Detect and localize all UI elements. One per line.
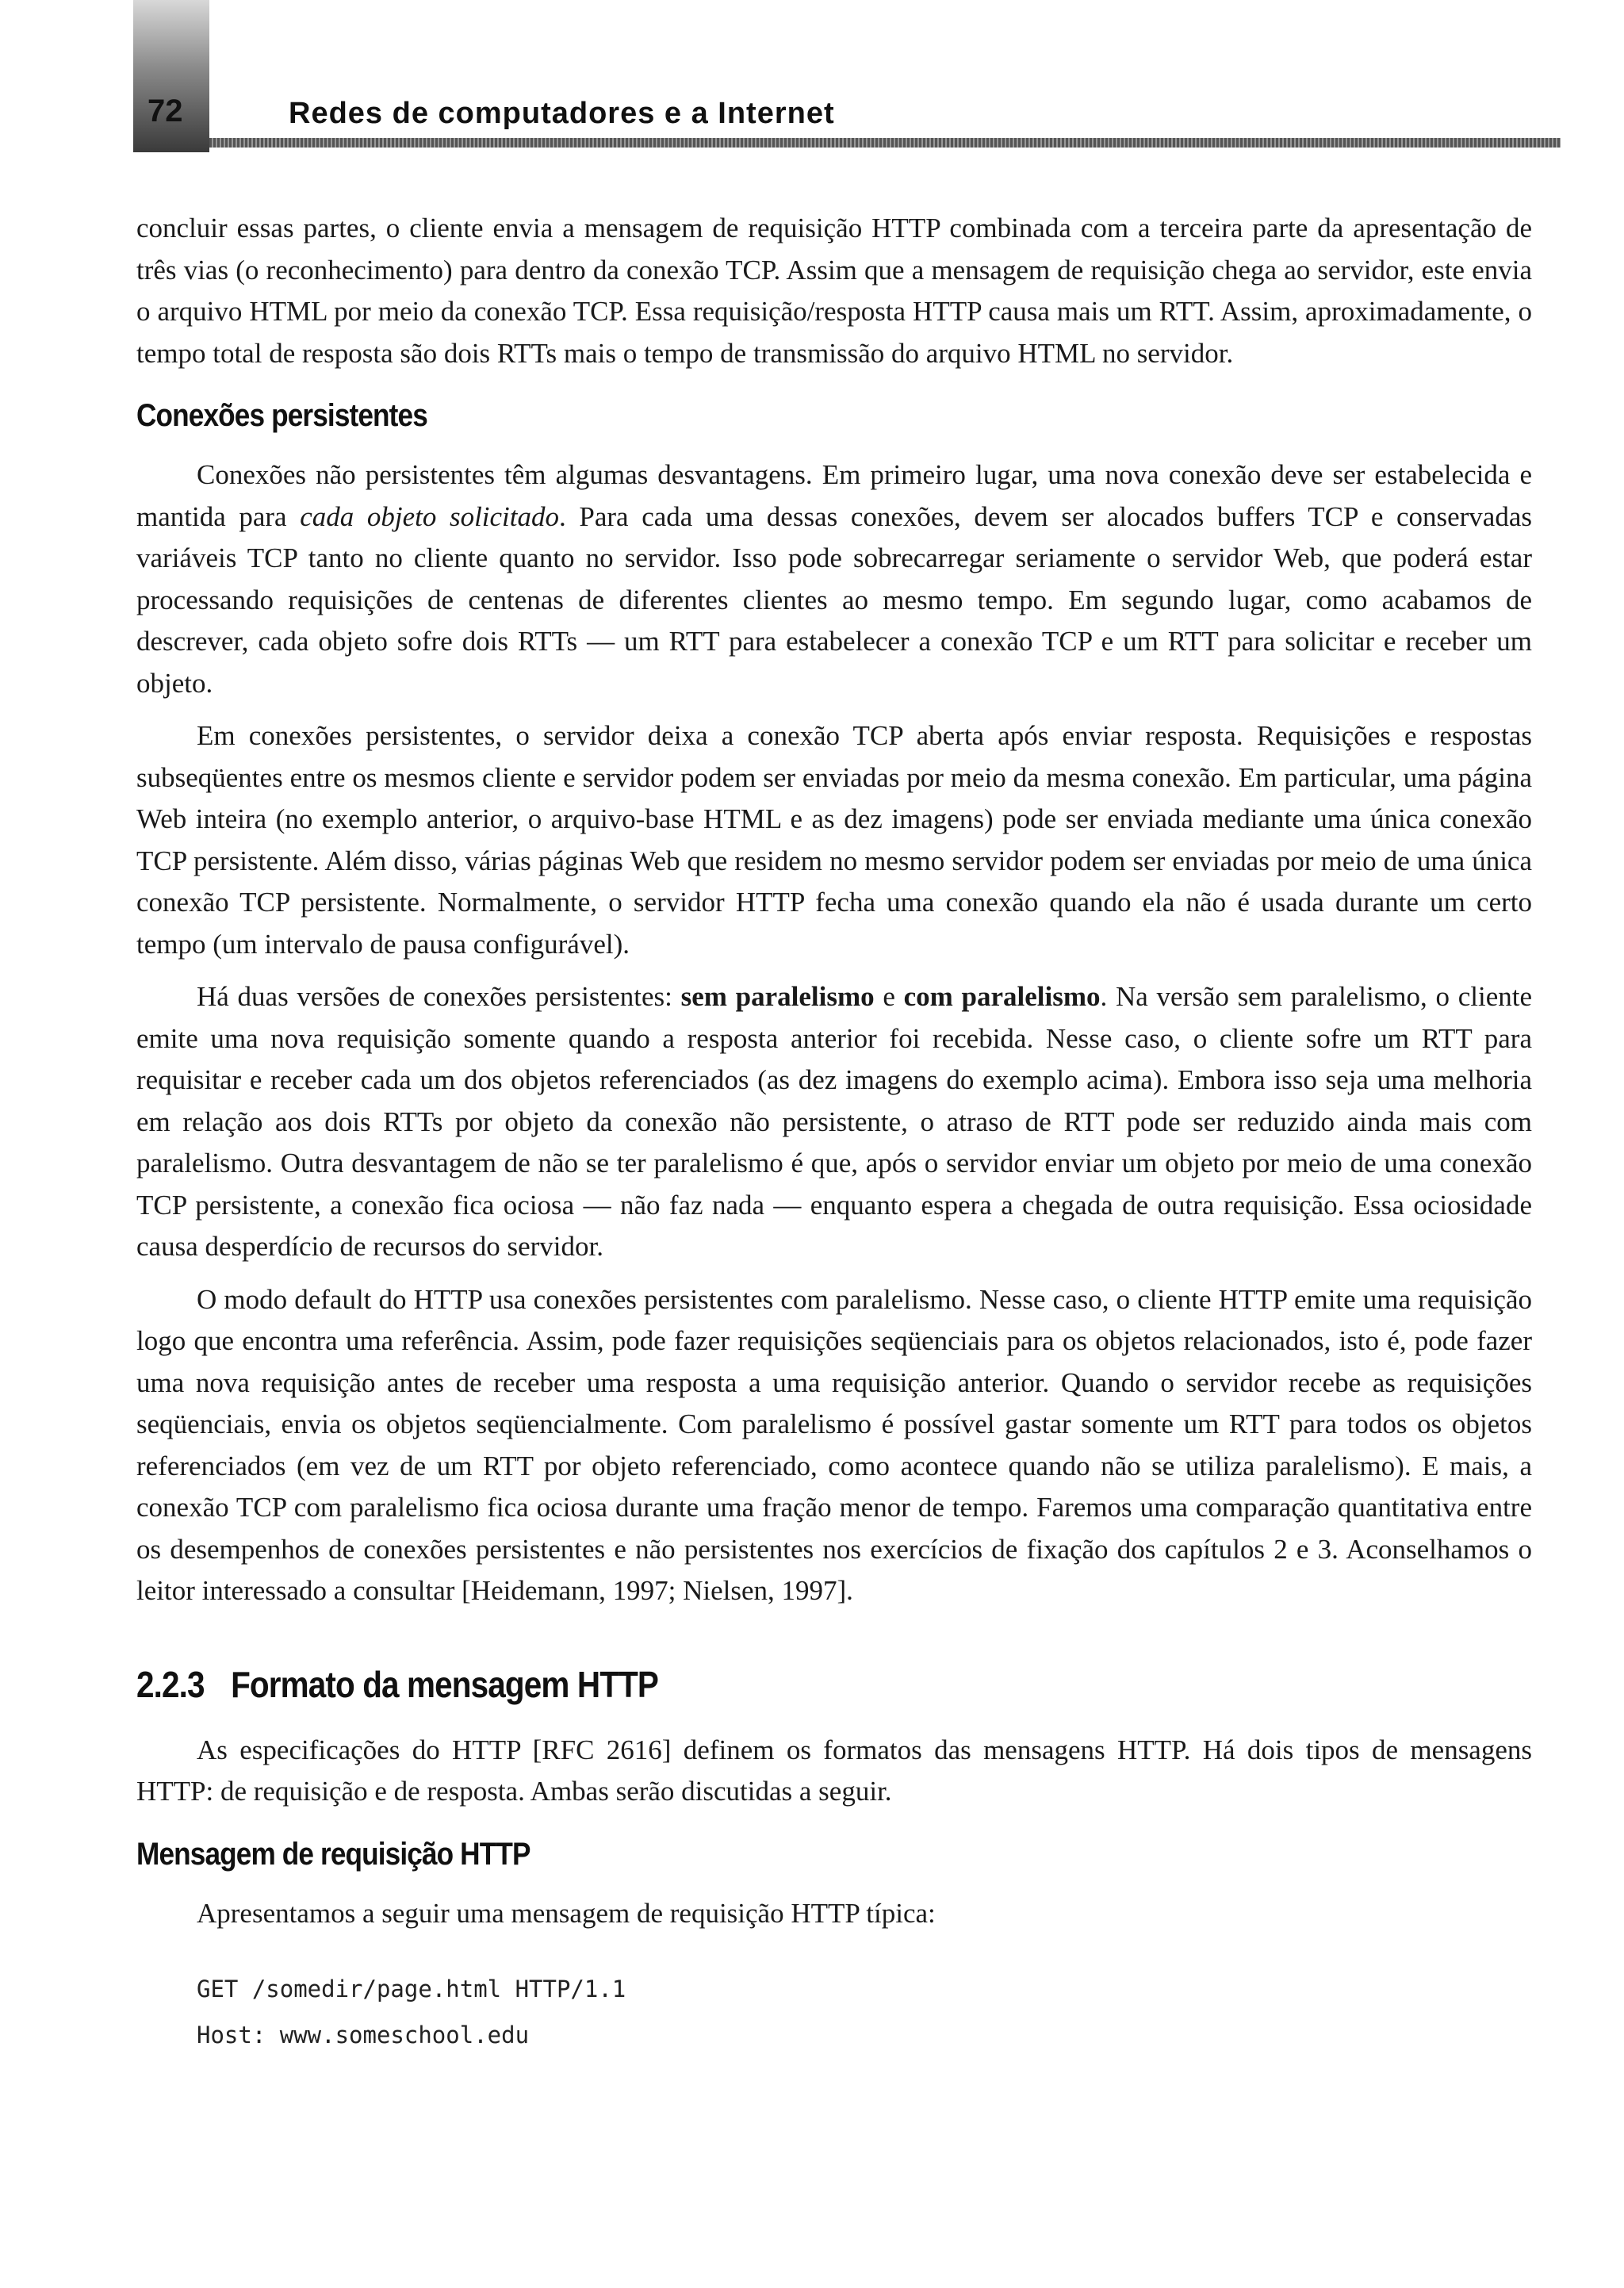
- paragraph-6: As especificações do HTTP [RFC 2616] definem os formatos das mensagens HTTP. Há dois tipos de mensagens HTTP: de requisição e de resposta. Ambas serão discutidas a seguir.: [136, 1734, 1532, 1807]
- page-number-badge: [133, 0, 209, 152]
- page-body: [136, 208, 1532, 2058]
- paragraph-4-bold-1: sem paralelismo: [680, 981, 875, 1012]
- section-number: 2.2.3: [136, 1663, 205, 1705]
- code-line: GET /somedir/page.html HTTP/1.1: [197, 1976, 626, 2002]
- paragraph-2-part-b: . Para cada uma dessas conexões, devem ser alocados buffers TCP e conservadas variáveis TCP tanto no cliente quanto no servidor. Isso pode sobrecarregar seriamente o servidor Web, que poderá estar processando requisições de centenas de diferentes clientes ao mesmo tempo. Em segundo lugar, como acabamos de descrever, cada objeto sofre dois RTTs — um RTT para estabelecer a conexão TCP e um RTT para solicitar e receber um objeto.: [136, 500, 1532, 699]
- subheading-request-message: Mensagem de requisição HTTP: [136, 1836, 530, 1872]
- paragraph-5: O modo default do HTTP usa conexões persistentes com paralelismo. Nesse caso, o cliente HTTP emite uma requisição logo que encontra uma referência. Assim, pode fazer requisições seqüenciais para os objetos relacionados, isto é, pode fazer uma nova requisição antes de receber uma resposta a uma requisição anterior. Quando o servidor recebe as requisições seqüenciais, envia os objetos seqüencialmente. Com paralelismo é possível gastar somente um RTT para todos os objetos referenciados (em vez de um RTT por objeto referenciado, como acontece quando não se utiliza paralelismo). E mais, a conexão TCP com paralelismo fica ociosa durante uma fração menor de tempo. Faremos uma comparação quantitativa entre os desempenhos de conexões persistentes e não persistentes nos exercícios de fixação dos capítulos 2 e 3. Aconselhamos o leitor interessado a consultar [Heidemann, 1997; Nielsen, 1997].: [136, 1283, 1532, 1606]
- paragraph-4-part-c: . Na versão sem paralelismo, o cliente emite uma nova requisição somente quando a resposta anterior foi recebida. Nesse caso, o cliente sofre um RTT para requisitar e receber cada um dos objetos referenciados (as dez imagens do exemplo acima). Embora isso seja uma melhoria em relação aos dois RTTs por objeto da conexão não persistente, o atraso de RTT pode ser reduzido ainda mais com paralelismo. Outra desvantagem de não se ter paralelismo é que, após o servidor enviar um objeto por meio de uma conexão TCP persistente, a conexão fica ociosa — não faz nada — enquanto espera a chegada de outra requisição. Essa ociosidade causa desperdício de recursos do servidor.: [136, 981, 1532, 1262]
- paragraph-4-connector: e: [874, 981, 904, 1012]
- paragraph-4-bold-2: com paralelismo: [903, 981, 1101, 1012]
- page-number: 72: [147, 94, 183, 128]
- subheading-persistent-connections: Conexões persistentes: [136, 398, 427, 433]
- paragraph-2-emphasis: cada objeto solicitado: [300, 500, 560, 532]
- paragraph-3: Em conexões persistentes, o servidor deixa a conexão TCP aberta após enviar resposta. Requisições e respostas subseqüentes entre os mesmos cliente e servidor podem ser enviadas por meio da mesma conexão. Em particular, uma página Web inteira (no exemplo anterior, o arquivo-base HTML e as dez imagens) pode ser enviada mediante uma única conexão TCP persistente. Além disso, várias páginas Web que residem no mesmo servidor podem ser enviadas por meio de uma única conexão TCP persistente. Normalmente, o servidor HTTP fecha uma conexão quando ela não é usada durante um certo tempo (um intervalo de pausa configurável).: [136, 720, 1532, 960]
- paragraph-2: [136, 454, 1532, 704]
- section-heading: [136, 1663, 1365, 1706]
- code-block: [197, 1966, 1532, 2058]
- code-line: Host: www.someschool.edu: [197, 2022, 530, 2048]
- running-header: [133, 0, 1561, 152]
- paragraph-4: [136, 976, 1532, 1268]
- paragraph-4-part-a: Há duas versões de conexões persistentes:: [197, 981, 681, 1012]
- paragraph-1: concluir essas partes, o cliente envia a mensagem de requisição HTTP combinada com a terceira parte da apresentação de três vias (o reconhecimento) para dentro da conexão TCP. Assim que a mensagem de requisição chega ao servidor, este envia o arquivo HTML por meio da conexão TCP. Essa requisição/resposta HTTP causa mais um RTT. Assim, aproximadamente, o tempo total de resposta são dois RTTs mais o tempo de transmissão do arquivo HTML no servidor.: [136, 213, 1532, 369]
- paragraph-2-part-a: Conexões não persistentes têm algumas desvantagens. Em primeiro lugar, uma nova conexão deve ser estabelecida e mantida para: [136, 459, 1532, 532]
- paragraph-7: Apresentamos a seguir uma mensagem de requisição HTTP típica:: [197, 1897, 936, 1929]
- header-rule: [209, 138, 1561, 148]
- section-title: Formato da mensagem HTTP: [231, 1663, 659, 1705]
- running-header-title: Redes de computadores e a Internet: [289, 97, 835, 130]
